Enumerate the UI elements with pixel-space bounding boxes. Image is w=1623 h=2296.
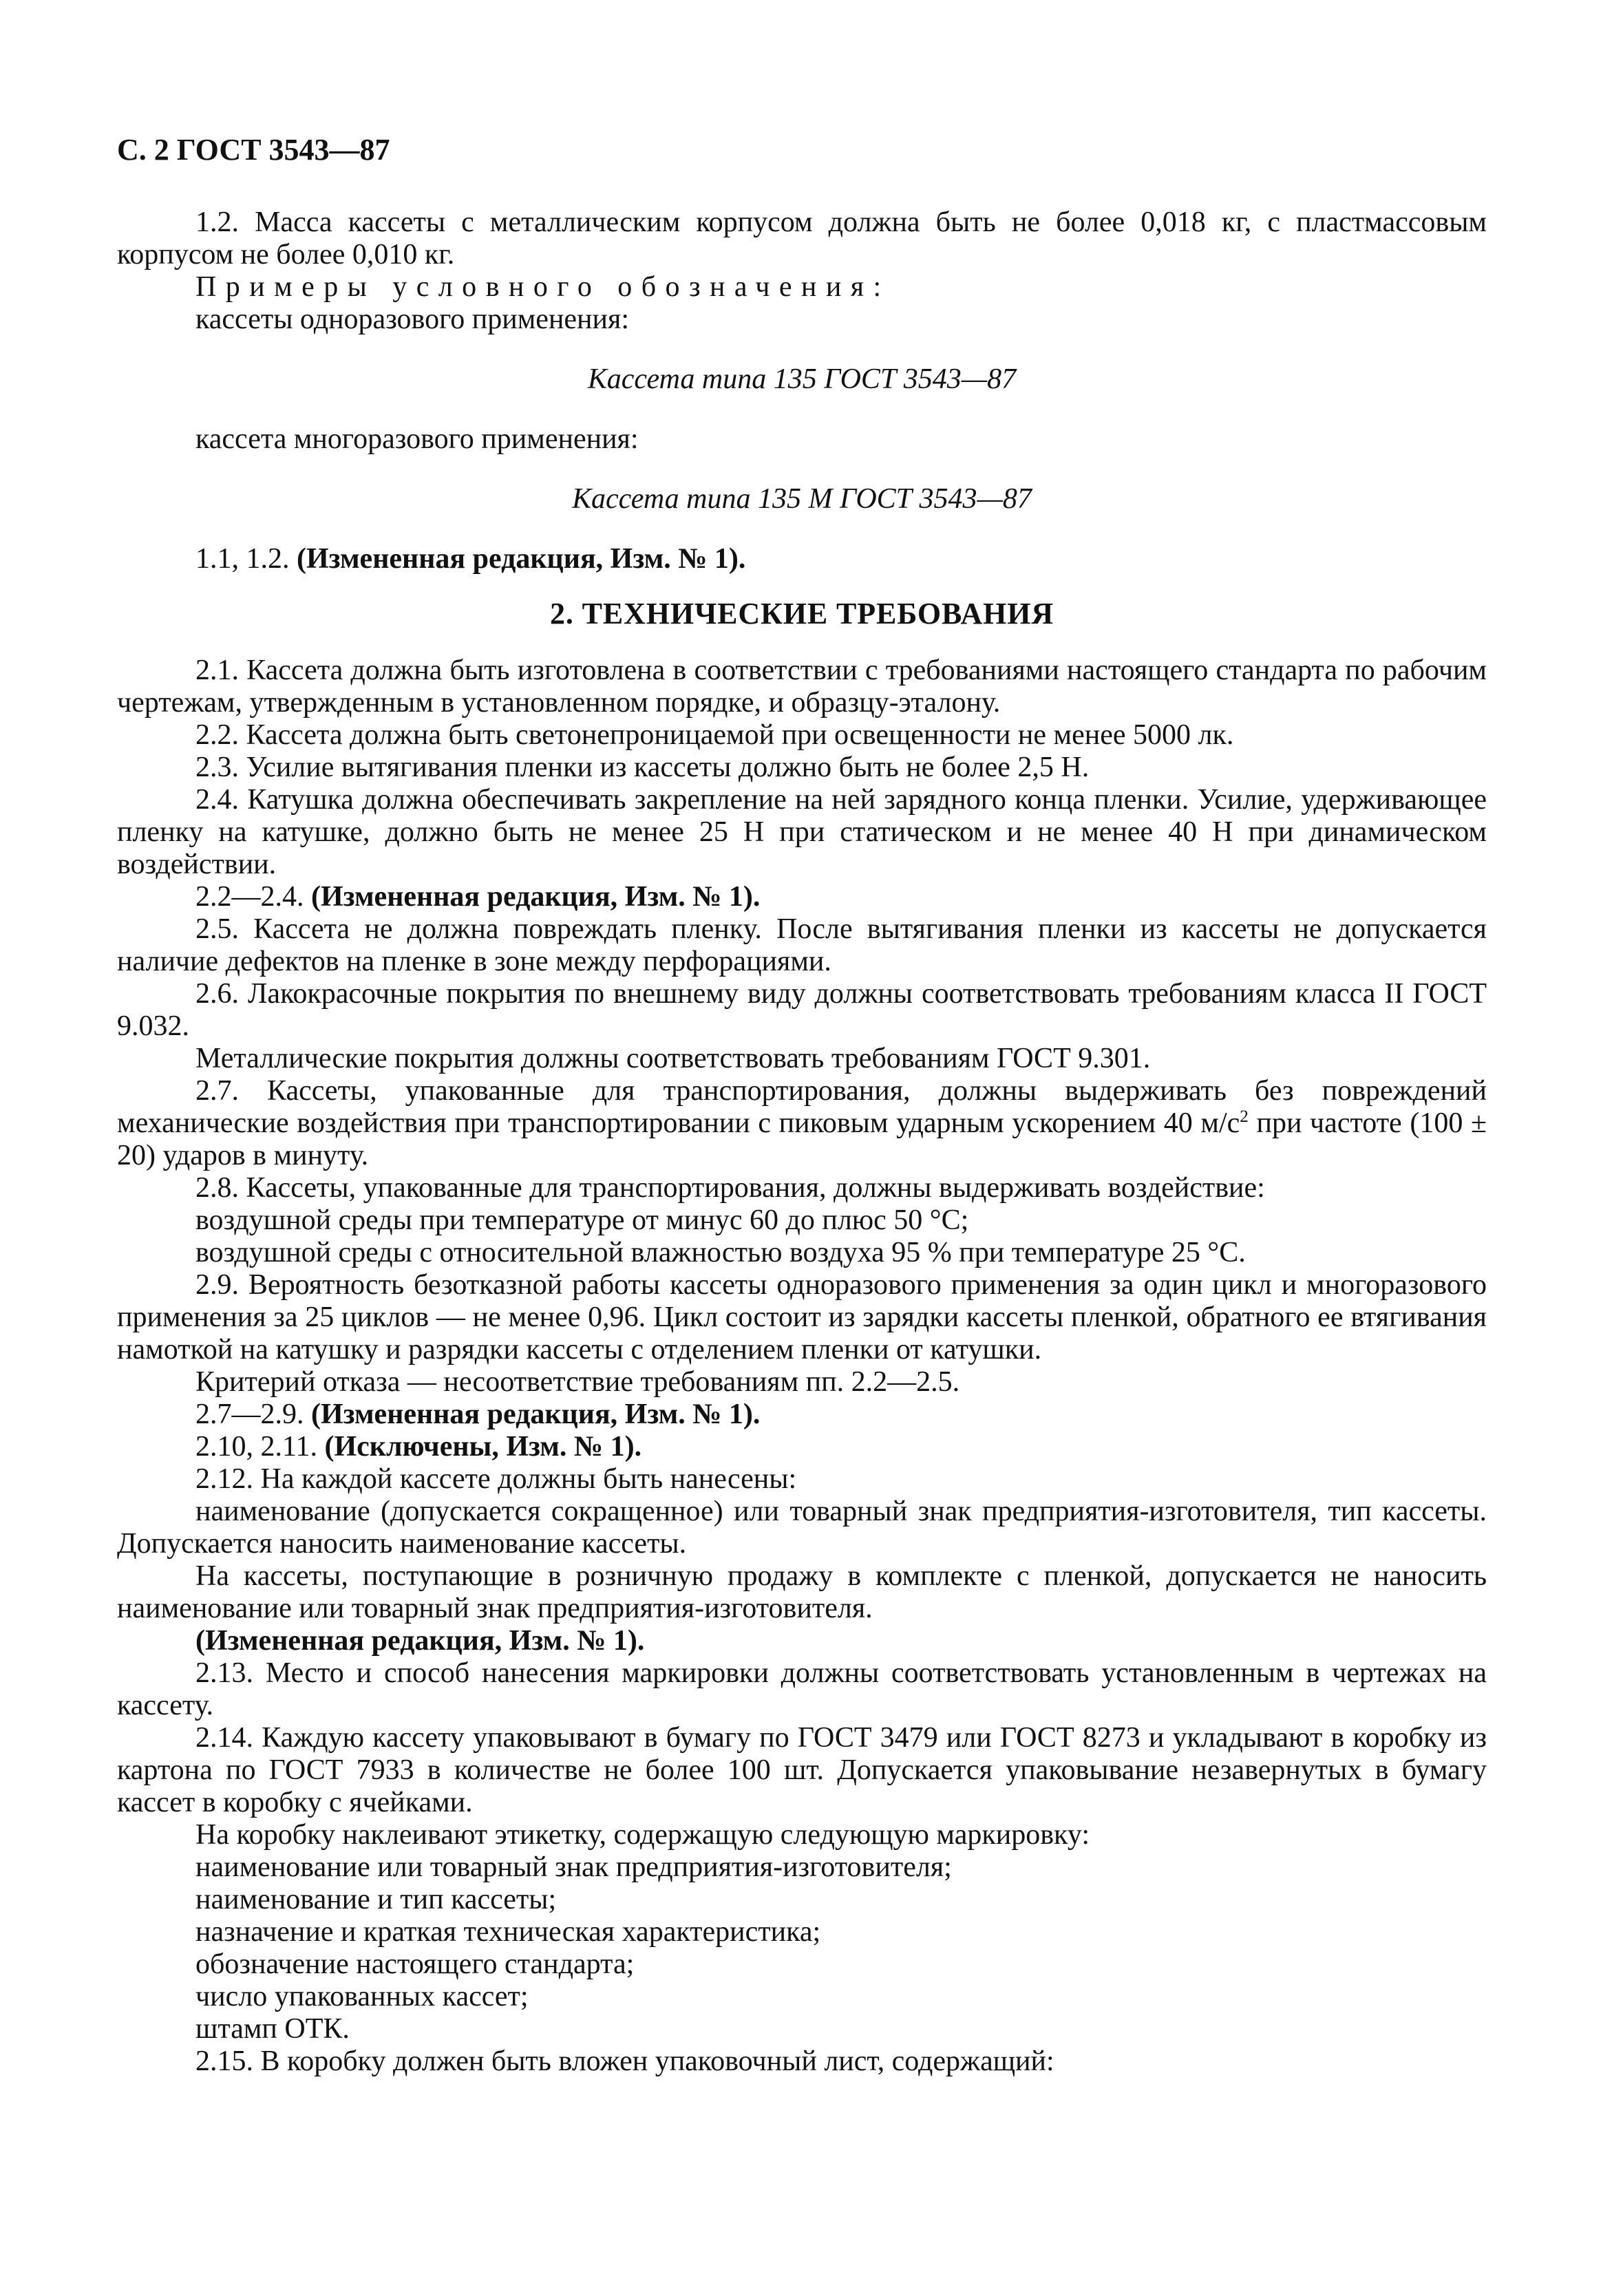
examples-title: Примеры условного обозначения: bbox=[195, 271, 891, 303]
paragraph-2-5: 2.5. Кассета не должна повреждать пленку. После вытягивания пленки из кассеты не допускается наличие дефектов на пленке в зоне между перфорациями. bbox=[117, 913, 1487, 977]
amendment-text: (Измененная редакция, Изм. № 1). bbox=[311, 1399, 761, 1430]
example-designation-1: Кассета типа 135 ГОСТ 3543—87 bbox=[587, 363, 1017, 395]
paragraph-2-13: 2.13. Место и способ нанесения маркировки должны соответствовать установленным в чертежах на кассету. bbox=[117, 1657, 1487, 1721]
paragraph-2-7-main: 2.7. Кассеты, упакованные для транспортирования, должны выдерживать без повреждений механические воздействия при транспортировании с пиковым ударным ускорением 40 м/с bbox=[117, 1075, 1487, 1139]
list-item: число упакованных кассет; bbox=[195, 1981, 529, 2012]
paragraph-2-8: 2.8. Кассеты, упакованные для транспортирования, должны выдерживать воздействие: bbox=[195, 1172, 1265, 1204]
paragraph-2-12-b: На кассеты, поступающие в розничную продажу в комплекте с пленкой, допускается не наносить наименование или товарный знак предприятия-изготовителя. bbox=[117, 1560, 1487, 1624]
paragraph-2-12: 2.12. На каждой кассете должны быть нанесены: bbox=[195, 1463, 797, 1495]
amendment-note-1-1-1-2 bbox=[117, 543, 1487, 575]
paragraph-1-2: 1.2. Масса кассеты с металлическим корпусом должна быть не более 0,018 кг, с пластмассовым корпусом не более 0,010 кг. bbox=[117, 206, 1487, 270]
list-item: обозначение настоящего стандарта; bbox=[195, 1948, 635, 1980]
amendment-ref: 2.7—2.9. bbox=[195, 1399, 304, 1430]
excluded-text: (Исключены, Изм. № 1). bbox=[324, 1431, 642, 1463]
paragraph-2-6: 2.6. Лакокрасочные покрытия по внешнему виду должны соответствовать требованиям класса II ГОСТ 9.032. bbox=[117, 978, 1487, 1042]
paragraph-2-14: 2.14. Каждую кассету упаковывают в бумагу по ГОСТ 3479 или ГОСТ 8273 и укладывают в коробку из картона по ГОСТ 7933 в количестве не более 100 шт. Допускается упаковывание незавернутых в бумагу кассет в коробку с ячейками. bbox=[117, 1722, 1487, 1818]
excluded-ref: 2.10, 2.11. bbox=[195, 1431, 317, 1463]
paragraph-2-9-criterion: Критерий отказа — несоответствие требованиям пп. 2.2—2.5. bbox=[195, 1366, 960, 1398]
paragraph-2-8-item-b: воздушной среды с относительной влажностью воздуха 95 % при температуре 25 °С. bbox=[195, 1237, 1246, 1268]
superscript: 2 bbox=[1240, 1107, 1249, 1126]
list-item: наименование и тип кассеты; bbox=[195, 1884, 557, 1915]
examples-multi-label: кассета многоразового применения: bbox=[195, 423, 639, 455]
paragraph-2-3: 2.3. Усилие вытягивания пленки из кассеты должно быть не более 2,5 Н. bbox=[195, 752, 1090, 783]
amendment-ref: 2.2—2.4. bbox=[195, 881, 304, 913]
list-item: штамп ОТК. bbox=[195, 2013, 350, 2045]
paragraph-2-6-metal: Металлические покрытия должны соответствовать требованиям ГОСТ 9.301. bbox=[195, 1043, 1151, 1074]
amendment-text: (Измененная редакция, Изм. № 1). bbox=[297, 543, 746, 575]
example-designation-2: Кассета типа 135 М ГОСТ 3543—87 bbox=[572, 483, 1032, 515]
paragraph-2-7 bbox=[117, 1075, 1487, 1172]
excluded-note-2-10-2-11 bbox=[117, 1431, 1487, 1463]
paragraph-2-15: 2.15. В коробку должен быть вложен упаковочный лист, содержащий: bbox=[195, 2045, 1054, 2077]
paragraph-2-1: 2.1. Кассета должна быть изготовлена в соответствии с требованиями настоящего стандарта по рабочим чертежам, утвержденным в установленном порядке, и образцу-эталону. bbox=[117, 655, 1487, 719]
amendment-ref: 1.1, 1.2. bbox=[195, 543, 290, 575]
paragraph-2-2: 2.2. Кассета должна быть светонепроницаемой при освещенности не менее 5000 лк. bbox=[195, 719, 1234, 751]
amendment-text: (Измененная редакция, Изм. № 1). bbox=[311, 881, 761, 913]
paragraph-2-14-label: На коробку наклеивают этикетку, содержащую следующую маркировку: bbox=[195, 1819, 1090, 1851]
paragraph-2-4: 2.4. Катушка должна обеспечивать закрепление на ней зарядного конца пленки. Усилие, удерживающее пленку на катушке, должно быть не менее 25 Н при статическом и не менее 40 Н при динамическом воздействии. bbox=[117, 784, 1487, 880]
examples-single-label: кассеты одноразового применения: bbox=[195, 304, 629, 335]
paragraph-2-12-a: наименование (допускается сокращенное) или товарный знак предприятия-изготовителя, тип кассеты. Допускается наносить наименование кассеты. bbox=[117, 1496, 1487, 1560]
list-item: назначение и краткая техническая характеристика; bbox=[195, 1916, 821, 1948]
amendment-note-2-12: (Измененная редакция, Изм. № 1). bbox=[195, 1625, 645, 1657]
amendment-note-2-2-2-4 bbox=[117, 881, 1487, 913]
paragraph-2-7-tail: при частоте (100 ± 20) ударов в минуту. bbox=[117, 1107, 1487, 1171]
page-header: С. 2 ГОСТ 3543—87 bbox=[117, 133, 390, 167]
paragraph-2-8-item-a: воздушной среды при температуре от минус 60 до плюс 50 °С; bbox=[195, 1204, 969, 1236]
section-title: 2. ТЕХНИЧЕСКИЕ ТРЕБОВАНИЯ bbox=[550, 597, 1054, 630]
list-item: наименование или товарный знак предприятия-изготовителя; bbox=[195, 1851, 952, 1883]
document-body bbox=[117, 206, 1487, 2078]
paragraph-2-9: 2.9. Вероятность безотказной работы кассеты одноразового применения за один цикл и многоразового применения за 25 циклов — не менее 0,96. Цикл состоит из зарядки кассеты пленкой, обратного ее втягивания намоткой на катушку и разрядки кассеты с отделением пленки от катушки. bbox=[117, 1269, 1487, 1365]
amendment-note-2-7-2-9 bbox=[117, 1399, 1487, 1431]
